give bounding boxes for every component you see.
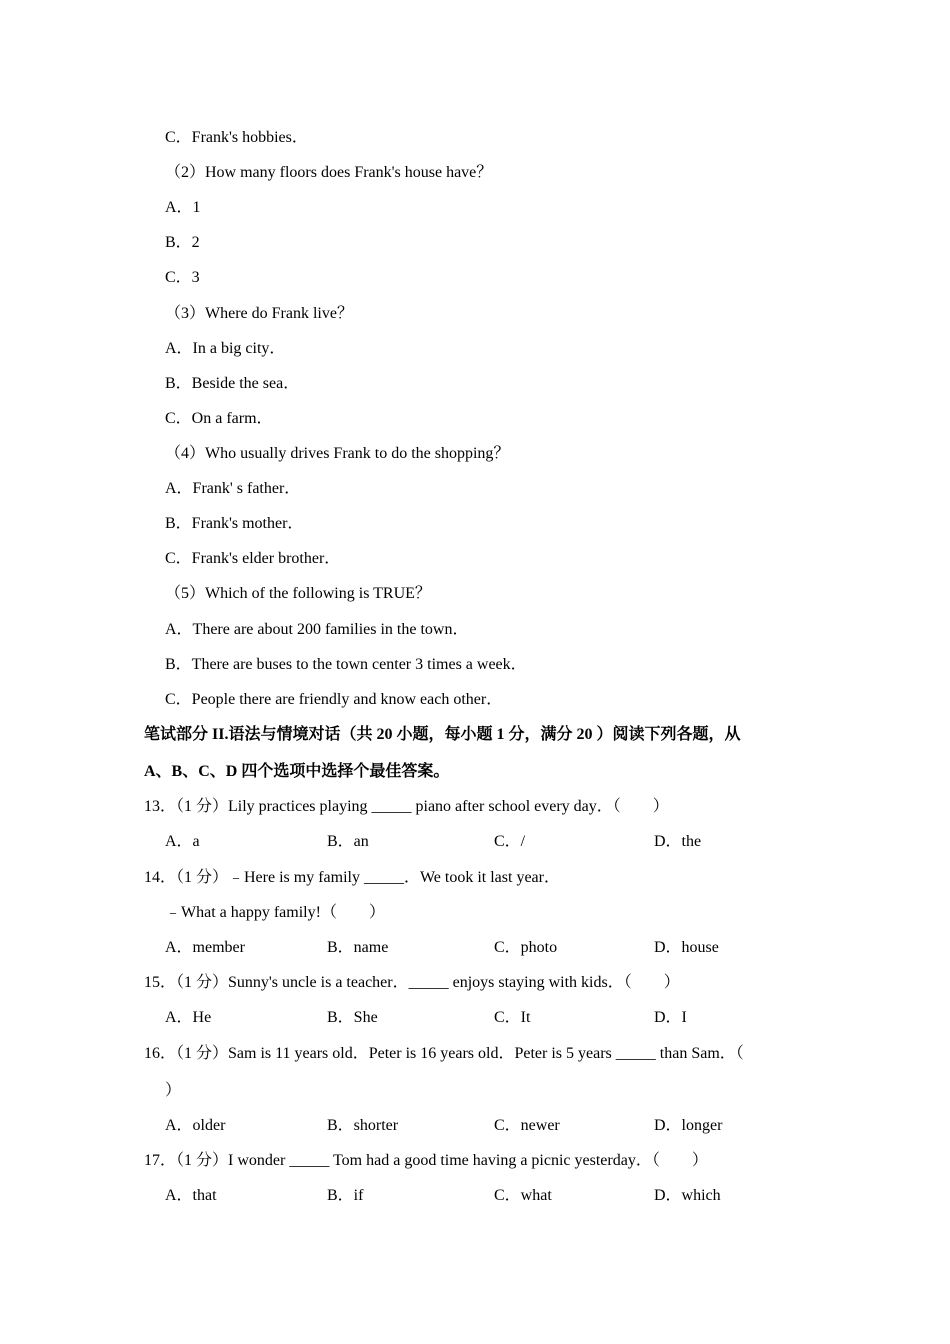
section-heading-line1: 笔试部分 II.语法与情境对话（共 20 小题，每小题 1 分，满分 20 ）阅读下列各题，从 (144, 726, 741, 743)
q4-stem: （4）Who usually drives Frank to do the shopping？ (165, 445, 510, 462)
q16-option-b: B．shorter (327, 1117, 399, 1134)
section-heading-line2: A、B、C、D 四个选项中选择个最佳答案。 (144, 763, 450, 780)
q14-stem: 14．（1 分）﹣Here is my family _____．We took it last year． (144, 869, 560, 886)
q5-option-a: A．There are about 200 families in the town． (165, 621, 469, 638)
q13-options (0, 832, 950, 852)
q2-option-b: B．2 (165, 234, 200, 251)
q15-option-b: B．She (327, 1009, 378, 1026)
q5-option-b: B．There are buses to the town center 3 times a week． (165, 656, 527, 673)
q3-option-a: A．In a big city． (165, 340, 286, 357)
q14-options (0, 938, 950, 958)
q15-option-d: D．I (654, 1009, 687, 1026)
q16-options (0, 1116, 950, 1136)
q4-option-a: A．Frank' s father． (165, 480, 301, 497)
q17-option-c: C．what (494, 1187, 552, 1204)
q17-option-a: A．that (165, 1187, 217, 1204)
q16-option-c: C．newer (494, 1117, 560, 1134)
q2-stem: （2）How many floors does Frank's house have？ (165, 164, 493, 181)
q16-stem: 16．（1 分）Sam is 11 years old．Peter is 16 years old．Peter is 5 years _____ than Sam．（ (144, 1045, 744, 1062)
q14-option-d: D．house (654, 939, 719, 956)
q17-options (0, 1186, 950, 1206)
q13-option-b: B．an (327, 833, 369, 850)
q15-options (0, 1008, 950, 1028)
q15-stem: 15．（1 分）Sunny's uncle is a teacher．_____ enjoys staying with kids．（ ） (144, 974, 680, 991)
q14-option-a: A．member (165, 939, 245, 956)
q5-option-c: C．People there are friendly and know each other． (165, 691, 503, 708)
q4-option-c: C．Frank's elder brother． (165, 550, 341, 567)
q14-stem-line2: ﹣What a happy family!（ ） (165, 904, 385, 921)
q1-option-c: C．Frank's hobbies． (165, 129, 308, 146)
q4-option-b: B．Frank's mother． (165, 515, 304, 532)
q16-stem-line2: ） (165, 1082, 182, 1099)
q15-option-c: C．It (494, 1009, 531, 1026)
q17-option-b: B．if (327, 1187, 364, 1204)
q14-option-b: B．name (327, 939, 389, 956)
q13-option-a: A．a (165, 833, 200, 850)
q15-option-a: A．He (165, 1009, 212, 1026)
q13-stem: 13．（1 分）Lily practices playing _____ piano after school every day．（ ） (144, 798, 669, 815)
q2-option-a: A．1 (165, 199, 201, 216)
q17-option-d: D．which (654, 1187, 721, 1204)
q3-stem: （3）Where do Frank live？ (165, 305, 353, 322)
q5-stem: （5）Which of the following is TRUE？ (165, 585, 431, 602)
q2-option-c: C．3 (165, 269, 200, 286)
q3-option-c: C．On a farm． (165, 410, 273, 427)
q17-stem: 17．（1 分）I wonder _____ Tom had a good time having a picnic yesterday．（ ） (144, 1152, 708, 1169)
q13-option-d: D．the (654, 833, 702, 850)
q16-option-d: D．longer (654, 1117, 723, 1134)
q16-option-a: A．older (165, 1117, 226, 1134)
q13-option-c: C．/ (494, 833, 526, 850)
q3-option-b: B．Beside the sea． (165, 375, 300, 392)
q14-option-c: C．photo (494, 939, 558, 956)
